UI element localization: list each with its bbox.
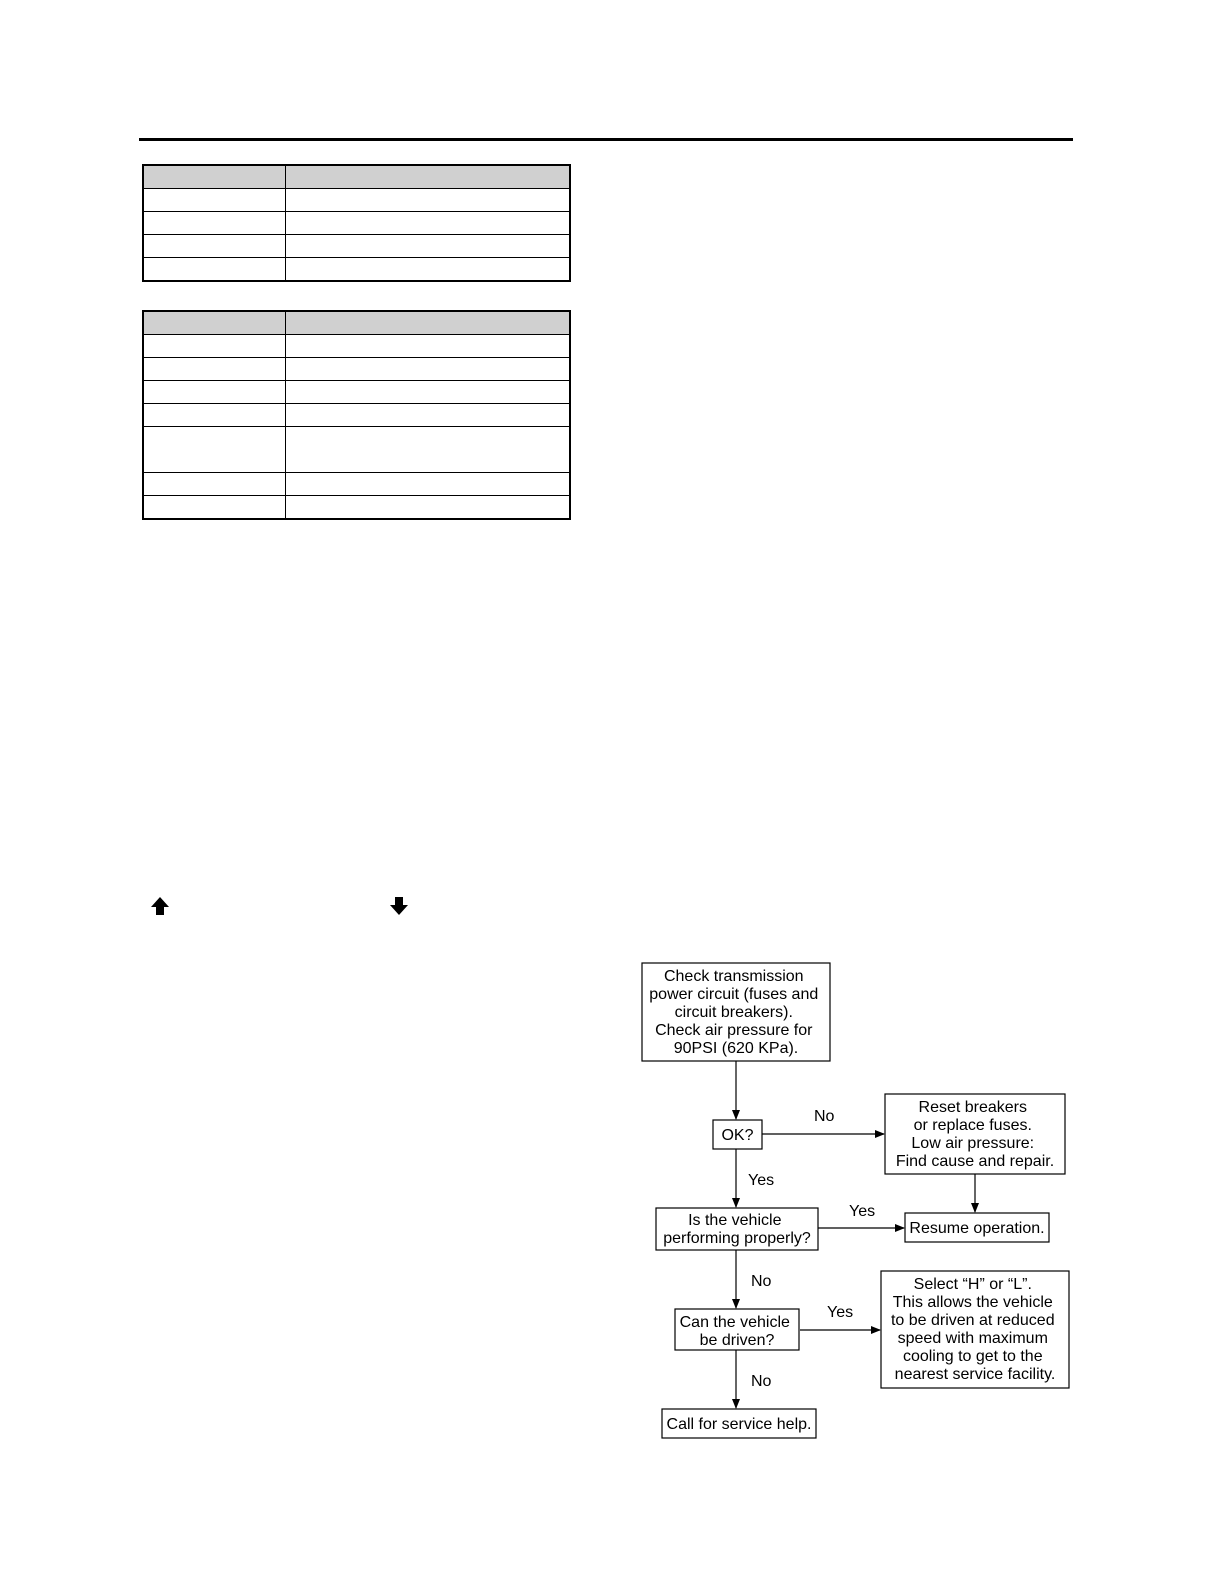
reset-line: Reset breakers xyxy=(918,1099,1028,1116)
select-line: nearest service facility. xyxy=(894,1366,1056,1383)
select-line: to be driven at reduced xyxy=(890,1312,1055,1329)
driven-no-label: No xyxy=(751,1373,772,1390)
check-line: Check air pressure for xyxy=(655,1022,813,1039)
svg-text:Reset breakers or replac xyxy=(896,1099,1054,1170)
driven-yes-label: Yes xyxy=(827,1304,854,1321)
driven-line: be driven? xyxy=(699,1332,775,1349)
select-line: speed with maximum xyxy=(897,1330,1048,1347)
call-line: Call for service help. xyxy=(666,1416,812,1433)
select-box xyxy=(881,1271,1069,1388)
select-line: This allows the vehicle xyxy=(892,1294,1053,1311)
check-box xyxy=(642,963,830,1061)
reset-line: or replace fuses. xyxy=(913,1117,1032,1134)
performing-box xyxy=(656,1208,818,1250)
reset-line: Low air pressure: xyxy=(911,1135,1035,1152)
reset-box xyxy=(885,1094,1065,1174)
reset-line: Find cause and repair. xyxy=(895,1153,1055,1170)
check-line: circuit breakers). xyxy=(674,1004,793,1021)
ok-no-label: No xyxy=(814,1108,835,1125)
svg-text:Select “H” or “L”. This xyxy=(891,1276,1059,1383)
performing-yes-label: Yes xyxy=(849,1203,876,1220)
svg-text:Call for service help. xyxy=(667,1416,812,1433)
svg-text:Resume operation. xyxy=(909,1220,1044,1237)
driven-box xyxy=(675,1309,799,1350)
performing-line: performing properly? xyxy=(663,1230,811,1247)
svg-text:Check transmission power xyxy=(649,968,822,1057)
select-line: Select “H” or “L”. xyxy=(913,1276,1032,1293)
check-line: Check transmission xyxy=(663,968,804,985)
svg-text:OK? xyxy=(721,1127,753,1144)
performing-no-label: No xyxy=(751,1273,772,1290)
ok-yes-label: Yes xyxy=(748,1172,775,1189)
resume-line: Resume operation. xyxy=(909,1220,1045,1237)
ok-line: OK? xyxy=(721,1127,754,1144)
performing-line: Is the vehicle xyxy=(688,1212,782,1229)
call-box xyxy=(662,1409,816,1438)
check-line: power circuit (fuses and xyxy=(649,986,819,1003)
driven-line: Can the vehicle xyxy=(679,1314,790,1331)
check-line: 90PSI (620 KPa). xyxy=(673,1040,799,1057)
resume-box xyxy=(905,1213,1049,1242)
ok-box xyxy=(713,1120,762,1149)
select-line: cooling to get to the xyxy=(902,1348,1043,1365)
